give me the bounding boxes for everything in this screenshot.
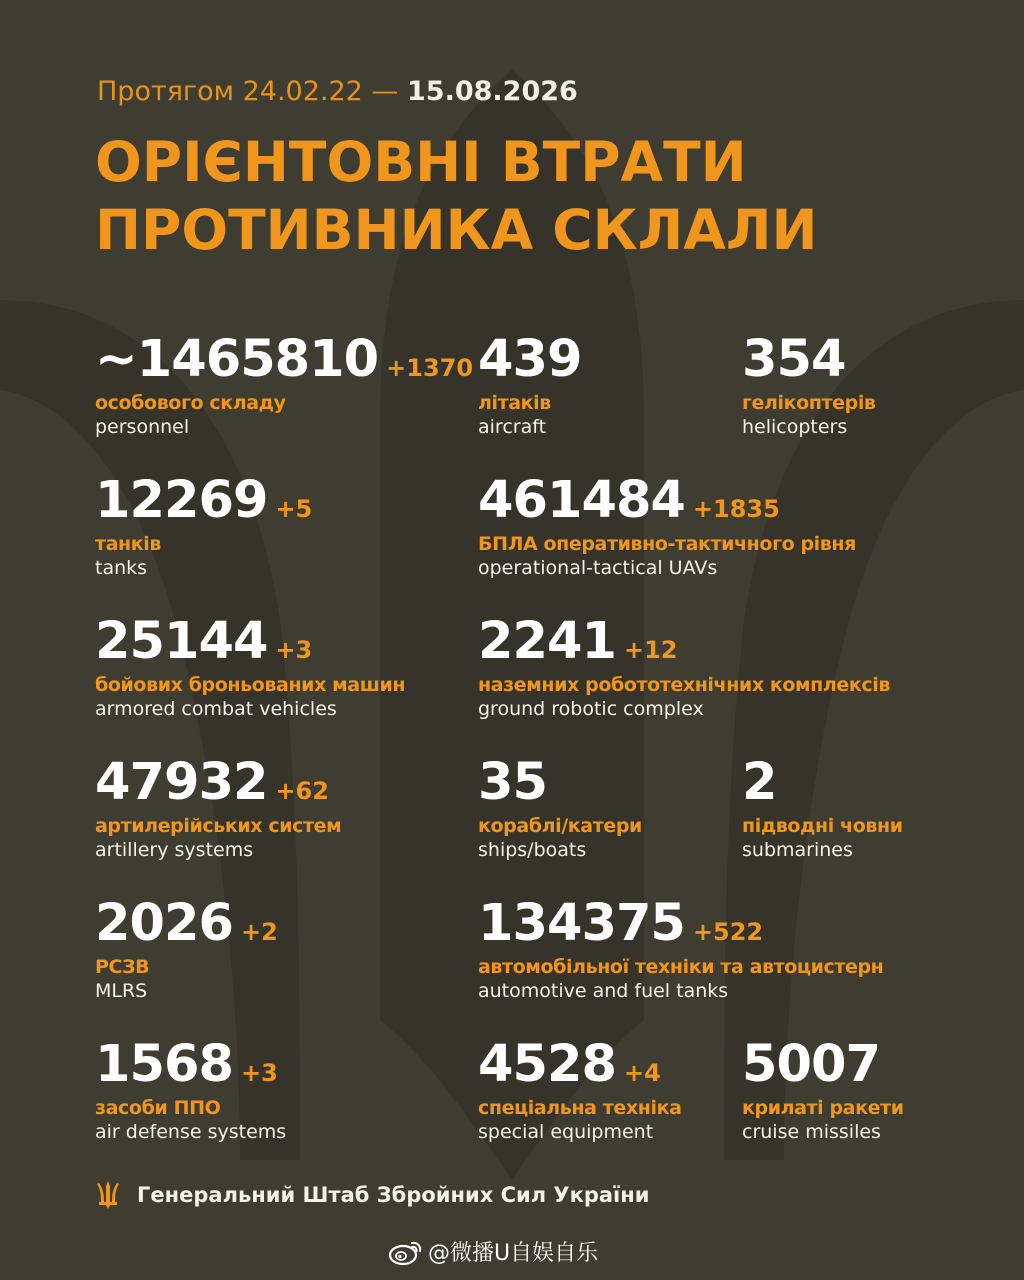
stat-value: 47932 [95,753,268,812]
page-title [95,128,975,264]
stat-delta: +522 [692,918,764,946]
stat-armored-vehicles [95,612,406,721]
title-line-2: ПРОТИВНИКА СКЛАЛИ [95,198,818,262]
stat-label-en: air defense systems [95,1121,287,1143]
stat-delta: +3 [275,636,313,664]
stat-value: 4528 [478,1035,616,1094]
stat-submarines [742,753,903,862]
watermark [388,1236,598,1267]
footer-org-name: Генеральний Штаб Збройних Сил України [137,1183,650,1207]
stat-value: 354 [742,330,846,389]
stat-label-ua: кораблі/катери [478,815,642,837]
stat-delta: +3 [240,1059,278,1087]
stat-artillery [95,753,342,862]
title-line-1: ОРІЄНТОВНІ ВТРАТИ [95,130,747,194]
stat-robotic [478,612,891,721]
stat-value: 439 [478,330,582,389]
stat-delta: +1370 [386,354,474,382]
stat-value: 2026 [95,894,233,953]
stat-value: 461484 [478,471,685,530]
watermark-text: @微播U自娱自乐 [428,1241,599,1266]
stat-helicopters [742,330,876,439]
stat-value: 134375 [478,894,685,953]
stat-label-en: automotive and fuel tanks [478,980,729,1002]
period-label [97,76,578,107]
stat-value: 2 [742,753,777,812]
stat-automotive [478,894,884,1003]
stat-label-en: aircraft [478,416,547,438]
stat-label-ua: підводні човни [742,815,903,837]
stat-value: 1568 [95,1035,233,1094]
stat-label-ua: наземних робототехнічних комплексів [478,674,891,696]
stat-label-en: MLRS [95,980,148,1002]
trident-icon [95,1180,121,1210]
stat-delta: +12 [623,636,678,664]
stat-personnel [95,330,474,439]
stat-label-en: armored combat vehicles [95,698,337,720]
stat-label-ua: РСЗВ [95,956,150,978]
stat-label-en: operational-tactical UAVs [478,557,718,579]
stat-ships [478,753,642,862]
stat-label-en: ships/boats [478,839,587,861]
stat-value: 35 [478,753,547,812]
stat-delta: +4 [623,1059,661,1087]
stat-label-ua: автомобільної техніки та автоцистерн [478,956,884,978]
stat-label-ua: гелікоптерів [742,392,876,414]
stat-label-ua: особового складу [95,392,286,414]
stat-value: 5007 [742,1035,880,1094]
stat-value: 2241 [478,612,616,671]
stat-label-en: submarines [742,839,853,861]
period-start: Протягом 24.02.22 — [97,76,399,107]
weibo-icon [388,1238,424,1266]
footer [95,1180,649,1210]
stat-label-ua: засоби ППО [95,1097,221,1119]
stat-uavs [478,471,856,580]
stat-value: ~1465810 [95,330,379,389]
stat-mlrs [95,894,278,1003]
stat-value: 12269 [95,471,268,530]
stat-label-en: artillery systems [95,839,254,861]
stat-label-en: special equipment [478,1121,654,1143]
stat-delta: +62 [275,777,329,805]
stat-label-ua: артилерійських систем [95,815,342,837]
stat-label-ua: крилаті ракети [742,1097,904,1119]
stat-tanks [95,471,313,580]
stat-air-defense [95,1035,287,1144]
stat-cruise-missiles [742,1035,904,1144]
stat-label-en: personnel [95,416,190,438]
stat-delta: +2 [240,918,278,946]
stat-value: 25144 [95,612,268,671]
stat-label-ua: літаків [478,392,551,414]
stat-label-en: cruise missiles [742,1121,881,1143]
stat-label-en: ground robotic complex [478,698,704,720]
stat-label-en: tanks [95,557,148,579]
stat-special-equipment [478,1035,682,1144]
period-end: 15.08.2026 [407,76,578,107]
stat-label-ua: бойових броньованих машин [95,674,406,696]
stat-label-ua: спеціальна техніка [478,1097,682,1119]
stat-delta: +5 [275,495,313,523]
stat-label-en: helicopters [742,416,848,438]
stat-delta: +1835 [692,495,780,523]
stat-aircraft [478,330,582,439]
stat-label-ua: танків [95,533,161,555]
stat-label-ua: БПЛА оперативно-тактичного рівня [478,533,856,555]
